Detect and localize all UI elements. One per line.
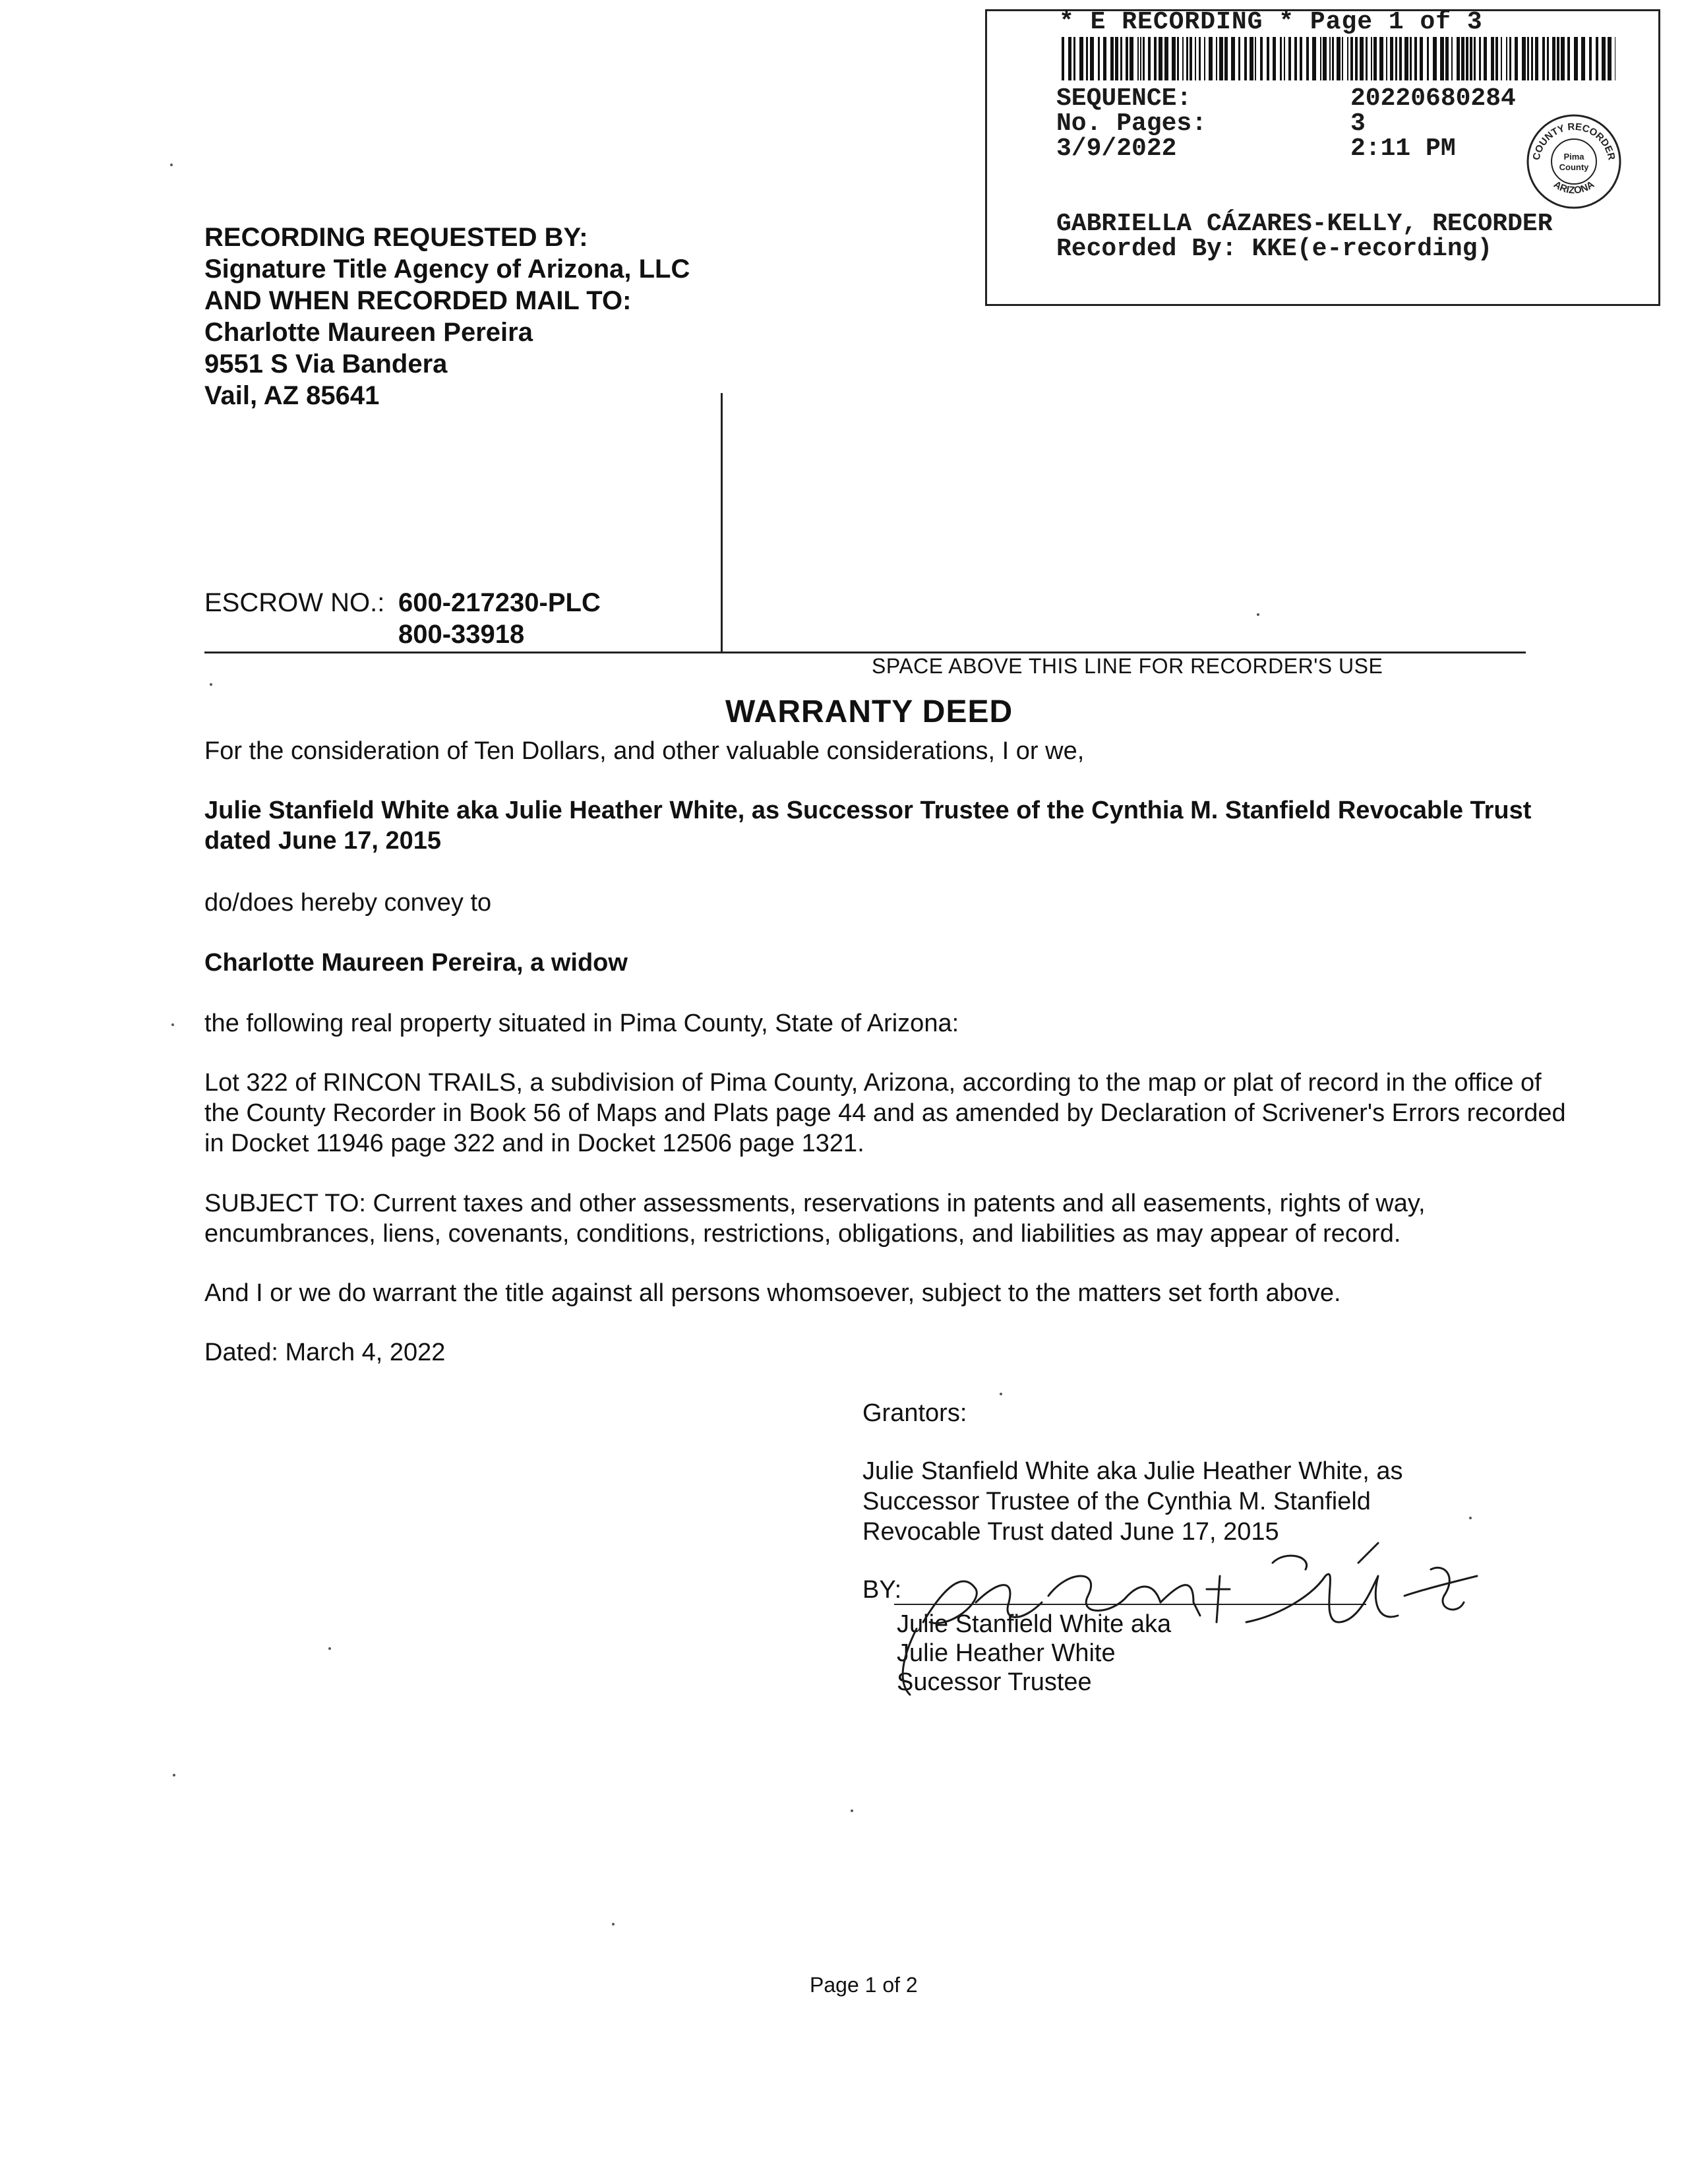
sequence-value: 20220680284 [1350,84,1516,113]
property-intro: the following real property situated in Pima County, State of Arizona: [204,1010,959,1037]
barcode-bar [1484,37,1487,80]
scan-speck [612,1923,615,1926]
barcode-bar [1371,37,1372,80]
deed-title: WARRANTY DEED [725,694,1013,729]
barcode-bar [1342,37,1343,80]
signer-title: Sucessor Trustee [897,1668,1092,1696]
barcode-bar [1433,37,1437,80]
barcode-bar [1440,37,1444,80]
barcode-bar [1231,37,1235,80]
barcode-bar [1567,37,1570,80]
county-seal-icon [1524,112,1623,211]
barcode-bar [1509,37,1511,80]
barcode-bar [1602,37,1606,80]
barcode-bar [1300,37,1302,80]
recorder-use-note: SPACE ABOVE THIS LINE FOR RECORDER'S USE [872,654,1383,678]
recording-date: 3/9/2022 [1056,135,1177,163]
barcode-bar [1267,37,1269,80]
barcode-bar [1515,37,1518,80]
mail-to-name: Charlotte Maureen Pereira [204,318,533,347]
barcode-bar [1143,37,1145,80]
barcode-bar [1164,37,1168,80]
barcode-bar [1589,37,1592,80]
barcode-bar [1288,37,1291,80]
scan-speck [210,683,212,686]
barcode-bar [1199,37,1201,80]
barcode-bar [1137,37,1139,80]
barcode-bar [1115,37,1118,80]
legal-description: Lot 322 of RINCON TRAILS, a subdivision of Pima County, Arizona, according to the map or plat of record in the office of the County Recorder in Book 56 of Maps and Plats page 44 and as amended by Declaration of Scrivener's Errors recorded in Docket 11946 page 322 and in Docket 12506 page 1321. [204,1069,1566,1157]
sequence-label: SEQUENCE: [1056,84,1192,113]
barcode-bar [1470,37,1472,80]
barcode [1062,37,1615,80]
barcode-bar [1068,37,1071,80]
pages-value: 3 [1350,109,1366,138]
svg-text:Pima: Pima [1563,152,1584,162]
barcode-bar [1320,37,1321,80]
barcode-bar [1379,37,1383,80]
barcode-bar [1332,37,1334,80]
barcode-bar [1090,37,1094,80]
grantor-caption-line-3: Revocable Trust dated June 17, 2015 [862,1518,1279,1546]
barcode-bar [1542,37,1545,80]
mail-to-label: AND WHEN RECORDED MAIL TO: [204,286,632,315]
grantor-name: Julie Stanfield White aka Julie Heather White, as Successor Trustee of the Cynthia M. Stanfield Revocable Trust dated June 17, 2015 [204,797,1532,855]
barcode-bar [1219,37,1223,80]
barcode-bar [1294,37,1297,80]
barcode-bar [1466,37,1468,80]
barcode-bar [1399,37,1402,80]
barcode-bar [1479,37,1481,80]
barcode-bar [1190,37,1192,80]
barcode-bar [1360,37,1364,80]
barcode-bar [1404,37,1408,80]
barcode-bar [1195,37,1196,80]
barcode-bar [1103,37,1106,80]
barcode-bar [1204,37,1205,80]
grantee-name: Charlotte Maureen Pereira, a widow [204,949,628,977]
svg-text:County: County [1559,162,1589,172]
requested-by-label: RECORDING REQUESTED BY: [204,223,588,252]
grantor-caption-line-1: Julie Stanfield White aka Julie Heather White, as [862,1457,1403,1485]
barcode-bar [1238,37,1240,80]
mail-to-street: 9551 S Via Bandera [204,349,448,379]
recorder-area-divider-vertical [721,393,723,653]
scan-speck [851,1809,853,1812]
recorder-area-divider-horizontal [204,652,1526,653]
barcode-bar [1073,37,1075,80]
recording-request-block [204,222,690,411]
grantor-caption-line-2: Successor Trustee of the Cynthia M. Stanfield [862,1488,1371,1515]
svg-text:COUNTY RECORDER: COUNTY RECORDER [1530,121,1617,162]
barcode-bar [1574,37,1578,80]
barcode-bar [1255,37,1256,80]
scan-speck [1000,1393,1002,1395]
barcode-bar [1086,37,1088,80]
barcode-bar [1250,37,1253,80]
barcode-bar [1172,37,1176,80]
scan-speck [328,1647,331,1650]
barcode-bar [1547,37,1549,80]
barcode-bar [1451,37,1453,80]
barcode-bar [1260,37,1263,80]
barcode-bar [1159,37,1162,80]
escrow-number-primary: 600-217230-PLC [398,588,601,617]
barcode-bar [1414,37,1417,80]
barcode-bar [1527,37,1529,80]
barcode-bar [1390,37,1393,80]
barcode-bar [1079,37,1083,80]
barcode-bar [1120,37,1122,80]
barcode-bar [1581,37,1585,80]
barcode-bar [1535,37,1538,80]
barcode-bar [1461,37,1464,80]
barcode-bar [1522,37,1526,80]
barcode-bar [1347,37,1348,80]
barcode-bar [1445,37,1449,80]
escrow-label: ESCROW NO.: [204,588,385,617]
consideration-clause: For the consideration of Ten Dollars, and other valuable considerations, I or we, [204,737,1085,765]
barcode-bar [1130,37,1133,80]
pages-label: No. Pages: [1056,109,1207,138]
barcode-bar [1098,37,1100,80]
barcode-bar [1126,37,1128,80]
barcode-bar [1177,37,1179,80]
barcode-bar [1244,37,1247,80]
barcode-bar [1329,37,1331,80]
scan-speck [170,164,173,166]
barcode-bar [1312,37,1316,80]
signer-name-line-1: Julie Stanfield White aka [897,1610,1172,1638]
recorder-name: GABRIELLA CÁZARES-KELLY, RECORDER [1056,210,1553,238]
barcode-bar [1216,37,1217,80]
escrow-number-secondary: 800-33918 [398,620,525,649]
subject-to-clause: SUBJECT TO: Current taxes and other assessments, reservations in patents and all easements, rights of way, encumbrances, liens, covenants, conditions, restrictions, obligations, and liabilities as may appear of record. [204,1190,1426,1248]
barcode-bar [1395,37,1397,80]
barcode-bar [1280,37,1282,80]
barcode-bar [1306,37,1309,80]
barcode-bar [1457,37,1460,80]
barcode-bar [1273,37,1276,80]
barcode-bar [1596,37,1598,80]
barcode-bar [1148,37,1151,80]
requested-by-agency: Signature Title Agency of Arizona, LLC [204,255,690,284]
signer-name-line-2: Julie Heather White [897,1639,1116,1667]
barcode-bar [1186,37,1188,80]
scan-speck [171,1023,174,1026]
barcode-bar [1552,37,1555,80]
dated-line: Dated: March 4, 2022 [204,1339,446,1366]
scan-speck [1257,613,1259,616]
barcode-bar [1350,37,1353,80]
barcode-bar [1410,37,1412,80]
warranty-clause: And I or we do warrant the title against all persons whomsoever, subject to the matters set forth above. [204,1279,1341,1307]
recorded-by: Recorded By: KKE(e-recording) [1056,235,1493,263]
barcode-bar [1337,37,1341,80]
barcode-bar [1373,37,1377,80]
barcode-bar [1366,37,1368,80]
barcode-bar [1531,37,1533,80]
barcode-bar [1284,37,1285,80]
barcode-bar [1140,37,1141,80]
barcode-bar [1224,37,1228,80]
handwritten-signature [851,1490,1497,1701]
barcode-bar [1062,37,1064,80]
barcode-bar [1110,37,1114,80]
barcode-bar [1474,37,1476,80]
grantors-label: Grantors: [862,1399,967,1427]
page-number: Page 1 of 2 [810,1973,918,1997]
convey-clause: do/does hereby convey to [204,889,492,917]
barcode-bar [1608,37,1612,80]
barcode-bar [1427,37,1429,80]
recording-time: 2:11 PM [1350,135,1456,163]
barcode-bar [1495,37,1498,80]
barcode-bar [1506,37,1507,80]
svg-text:ARIZONA: ARIZONA [1551,179,1597,197]
barcode-bar [1182,37,1184,80]
scan-speck [173,1774,175,1776]
barcode-bar [1557,37,1559,80]
barcode-bar [1420,37,1423,80]
stamp-header: * E RECORDING * Page 1 of 3 [1059,8,1483,36]
barcode-bar [1561,37,1565,80]
barcode-bar [1386,37,1387,80]
barcode-bar [1323,37,1327,80]
barcode-bar [1501,37,1502,80]
by-label: BY: [862,1576,902,1604]
barcode-bar [1209,37,1213,80]
scan-speck [1469,1517,1472,1519]
barcode-bar [1491,37,1494,80]
mail-to-city: Vail, AZ 85641 [204,381,380,410]
barcode-bar [1154,37,1157,80]
barcode-bar [1355,37,1358,80]
